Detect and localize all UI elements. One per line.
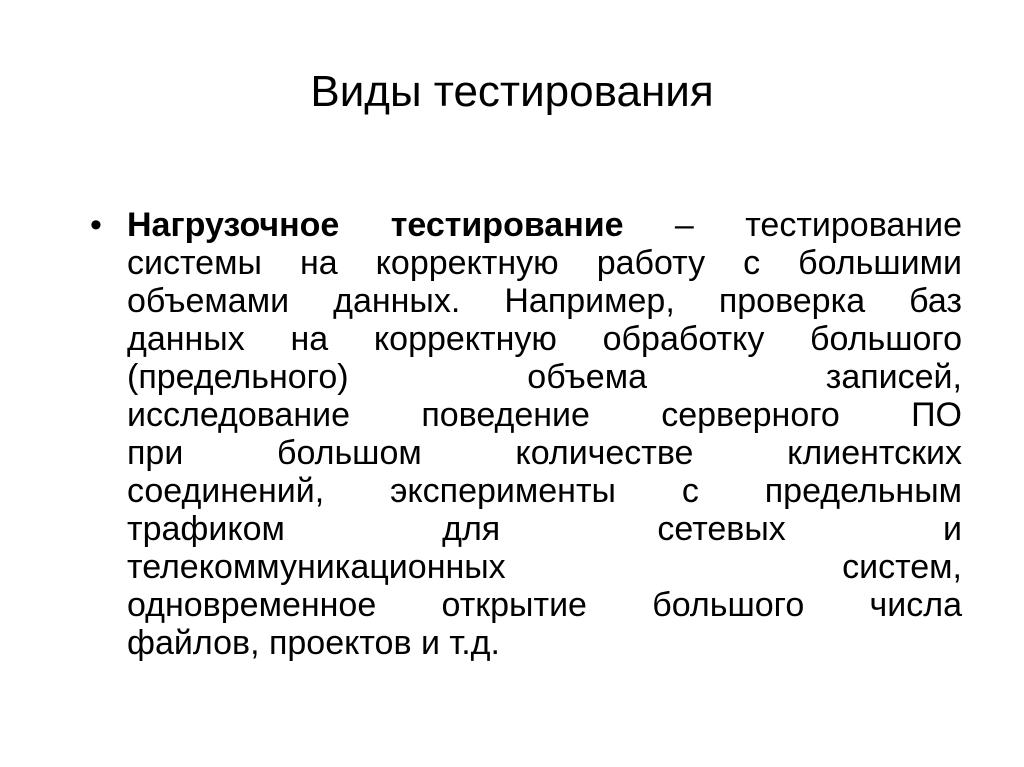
bullet-marker: • bbox=[90, 206, 102, 244]
text-line-6: исследование поведение серверного ПО bbox=[127, 396, 962, 434]
text-line-7: при большом количестве клиентских bbox=[127, 434, 962, 472]
bullet-list bbox=[90, 206, 980, 662]
text-line-1 bbox=[127, 206, 962, 244]
text-line-11: одновременное открытие большого числа bbox=[127, 586, 962, 624]
text-line-2: системы на корректную работу с большими bbox=[127, 244, 962, 282]
text-line-10: телекоммуникационных систем, bbox=[127, 548, 962, 586]
term-definition-start: – тестирование bbox=[623, 206, 962, 244]
text-line-5: (предельного) объема записей, bbox=[127, 358, 962, 396]
term-bold: Нагрузочное тестирование bbox=[127, 206, 624, 244]
text-line-12: файлов, проектов и т.д. bbox=[127, 624, 500, 662]
text-line-9: трафиком для сетевых и bbox=[127, 510, 962, 548]
bullet-text bbox=[127, 206, 962, 662]
text-line-8: соединений, эксперименты с предельным bbox=[127, 472, 962, 510]
bullet-item bbox=[90, 206, 980, 662]
text-line-4: данных на корректную обработку большого bbox=[127, 320, 962, 358]
text-line-3: объемами данных. Например, проверка баз bbox=[127, 282, 962, 320]
slide-title: Виды тестирования bbox=[310, 67, 714, 116]
